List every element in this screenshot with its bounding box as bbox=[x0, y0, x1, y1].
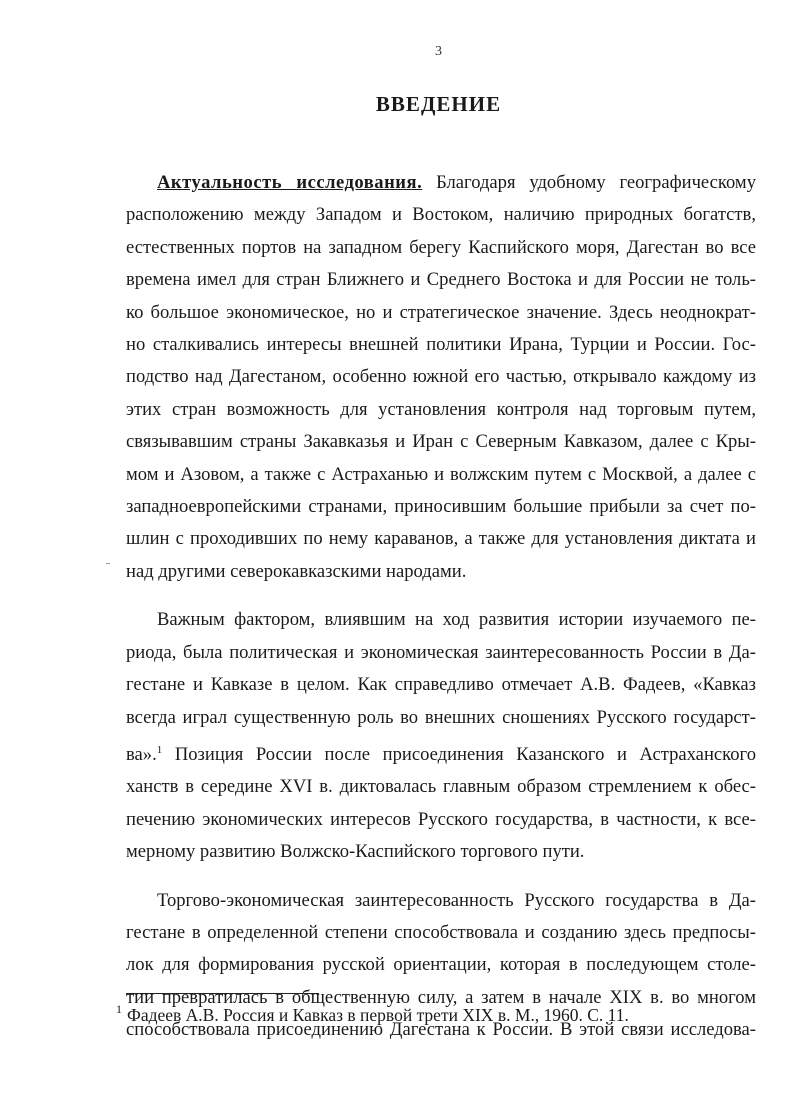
paragraph-2-line: всегда играл существенную роль во внешних сношениях Русского государст- bbox=[126, 706, 756, 728]
paragraph-2-line: ханств в середине XVI в. диктовалась главным образом стремлением к обес- bbox=[126, 776, 756, 798]
paragraph-3-line: способствовала присоединению Дагестана к России. В этой связи исследова- bbox=[126, 1019, 756, 1041]
footnote-marker: 1 bbox=[116, 1002, 122, 1016]
paragraph-1-line: этих стран возможность для установления контроля над торговым путем, bbox=[126, 398, 756, 420]
paragraph-1-line: времена имел для стран Ближнего и Среднего Востока и для России не толь- bbox=[126, 269, 756, 291]
footnote-reference[interactable]: 1 bbox=[156, 743, 163, 756]
paragraph-2-line: Важным фактором, влиявшим на ход развития истории изучаемого пе- bbox=[157, 609, 756, 631]
paragraph-1-line: западноевропейскими странами, приносившим большие прибыли за счет по- bbox=[126, 496, 756, 518]
paragraph-2-line: мерному развитию Волжско-Каспийского торгового пути. bbox=[126, 841, 585, 863]
paragraph-3-line: лок для формирования русской ориентации, которая в последующем столе- bbox=[126, 954, 756, 976]
paragraph-1-line: естественных портов на западном берегу Каспийского моря, Дагестан во все bbox=[126, 236, 756, 258]
paragraph-3-line: гестане в определенной степени способствовала и созданию здесь предпосы- bbox=[126, 921, 756, 943]
line-rest: Позиция России после присоединения Казанского и Астраханского bbox=[162, 743, 756, 765]
section-heading: ВВЕДЕНИЕ bbox=[375, 92, 502, 116]
page-number: 3 bbox=[435, 44, 442, 59]
scan-margin-mark bbox=[106, 563, 110, 564]
paragraph-1-line: связывавшим страны Закавказья и Иран с Северным Кавказом, далее с Кры- bbox=[126, 431, 756, 453]
paragraph-1-line: расположению между Западом и Востоком, наличию природных богатств, bbox=[126, 204, 756, 226]
paragraph-2-line bbox=[126, 734, 756, 771]
paragraph-2-line: печению экономических интересов Русского государства, в частности, к все- bbox=[126, 808, 756, 830]
quote-end: ва». bbox=[126, 743, 157, 765]
paragraph-1-line: над другими северокавказскими народами. bbox=[126, 560, 467, 582]
paragraph-2-line: гестане и Кавказе в целом. Как справедливо отмечает А.В. Фадеев, «Кавказ bbox=[126, 674, 756, 696]
paragraph-3-line: Торгово-экономическая заинтересованность Русского государства в Да- bbox=[157, 889, 756, 911]
footnote-text: Фадеев А.В. Россия и Кавказ в первой трети XIX в. М., 1960. С. 11. bbox=[127, 1005, 629, 1025]
paragraph-1-line: но сталкивались интересы внешней политики Ирана, Турции и России. Гос- bbox=[126, 334, 756, 356]
paragraph-1-line: ко большое экономическое, но и стратегическое значение. Здесь неоднократ- bbox=[126, 301, 756, 323]
paragraph-1-line bbox=[126, 167, 756, 199]
paragraph-3-line: тии превратилась в общественную силу, а затем в начале XIX в. во многом bbox=[126, 986, 756, 1008]
paragraph-1-line: шлин с проходивших по нему караванов, а также для установления диктата и bbox=[126, 528, 756, 550]
paragraph-1-line: мом и Азовом, а также с Астраханью и волжским путем с Москвой, а далее с bbox=[126, 463, 756, 485]
footnote-divider bbox=[126, 993, 319, 994]
paragraph-1-first-line-rest: Благодаря удобному географическому bbox=[422, 172, 756, 193]
paragraph-1-line: подство над Дагестаном, особенно южной его частью, открывало каждому из bbox=[126, 366, 756, 388]
paragraph-2-line: риода, была политическая и экономическая заинтересованность России в Да- bbox=[126, 641, 756, 663]
footnote bbox=[116, 1002, 629, 1026]
lead-phrase: Актуальность исследования. bbox=[157, 172, 423, 193]
body-text bbox=[126, 167, 756, 1047]
